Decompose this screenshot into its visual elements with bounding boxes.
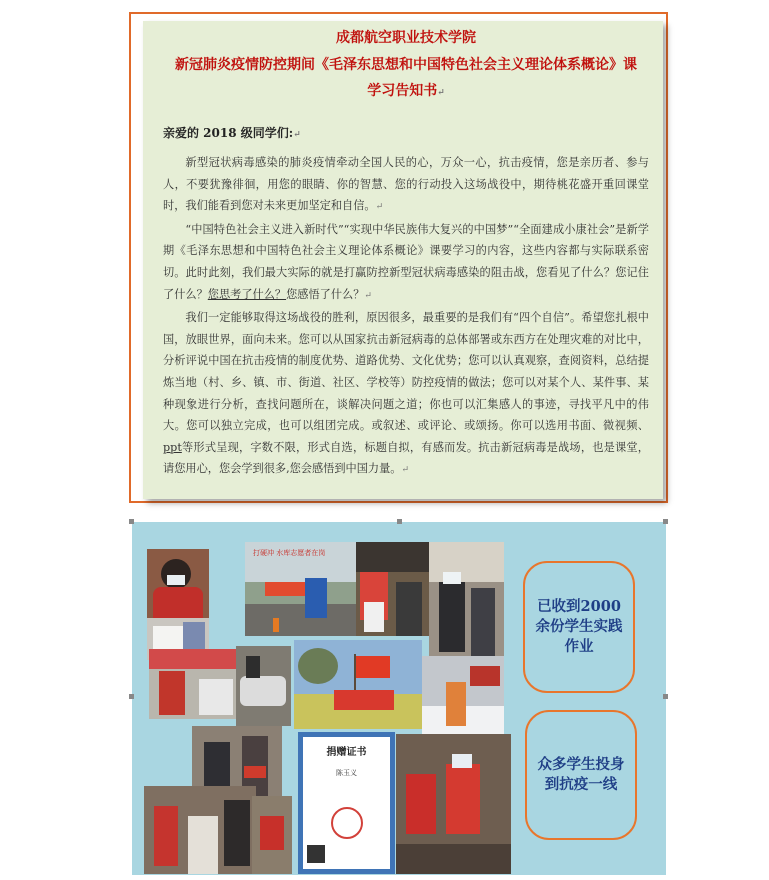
photo-red-box bbox=[252, 796, 292, 874]
return-mark: ↵ bbox=[401, 465, 410, 476]
homework-count-bubble bbox=[523, 561, 635, 693]
resize-handle[interactable] bbox=[129, 519, 134, 524]
return-mark: ↵ bbox=[364, 290, 372, 301]
notice-title-line2: 学习告知书 bbox=[367, 83, 438, 99]
resize-handle[interactable] bbox=[663, 694, 668, 699]
photo-community-staff bbox=[429, 542, 504, 667]
greeting bbox=[163, 124, 649, 144]
photo-tent-checkpoint bbox=[149, 649, 239, 719]
return-mark: ↵ bbox=[437, 88, 445, 98]
photo-car-checkpoint bbox=[236, 646, 291, 726]
paragraph-2-end: 您感悟了什么？ bbox=[286, 287, 365, 301]
poster-panel[interactable] bbox=[132, 522, 666, 875]
school-name: 成都航空职业技术学院 bbox=[336, 30, 476, 46]
greeting-text: 亲爱的 2018 级同学们: bbox=[163, 126, 294, 140]
homework-count-text: 已收到2000余份学生实践作业 bbox=[535, 598, 623, 655]
resize-handle[interactable] bbox=[129, 694, 134, 699]
paragraph-1 bbox=[163, 152, 649, 219]
paragraph-2-underlined: 您思考了什么？ bbox=[207, 287, 287, 301]
paragraph-3 bbox=[163, 307, 649, 482]
paragraph-1-text: 新型冠状病毒感染的肺炎疫情牵动全国人民的心，万众一心，抗击疫情，您是亲历者、参与人，不要犹豫徘徊，用您的眼睛、你的智慧、您的行动投入这场战役中，期待桃花盛开重回课堂时，我们能看到您对未来更加坚定和自信。 bbox=[163, 156, 649, 213]
certificate-title: 捐赠证书 bbox=[326, 747, 367, 758]
banner-text: 打硬冲 水库志愿者在岗 bbox=[253, 549, 326, 557]
photo-collage bbox=[144, 538, 506, 874]
paragraph-3-end: 等形式呈现，字数不限，形式自选，标题自拟，有感而发。抗击新冠病毒是战场，也是课堂，请您用心，您会学到很多,您会感悟到中国力量。 bbox=[163, 440, 649, 476]
photo-checkpoint-road bbox=[245, 542, 356, 636]
return-mark: ↵ bbox=[375, 202, 384, 213]
photo-residents-group bbox=[144, 786, 256, 874]
photo-red-vest-volunteers bbox=[396, 734, 511, 874]
paragraph-3-text: 我们一定能够取得这场战役的胜利，原因很多，最重要的是我们有“四个自信”。希望您扎根中国，放眼世界，面向未来。您可以从国家抗击新冠病毒的总体部署或东西方在处理灾难的对比中，分析评说中国在抗击疫情的制度优势、道路优势、文化优势；您可以认真观察，查阅资料，总结提炼当地（村、乡、镇、市、街道、社区、学校等）防控疫情的做法；您可以对某个人、某件事、某种现象进行分析，查找问题所在，谈解决问题之道；你也可以汇集感人的事迹，寻找平凡中的伟大。您可以独立完成，也可以组团完成。或叙述、或评论、或颂扬。你可以选用书面、微视频、 bbox=[163, 311, 649, 433]
photo-flag-team bbox=[294, 640, 422, 729]
paragraph-2 bbox=[163, 219, 649, 307]
notice-title-line1: 新冠肺炎疫情防控期间《毛泽东思想和中国特色社会主义理论体系概论》课 bbox=[175, 57, 637, 73]
photo-shop-volunteers bbox=[356, 542, 429, 636]
notice-paper bbox=[143, 21, 663, 499]
donation-certificate bbox=[298, 732, 395, 874]
return-mark: ↵ bbox=[293, 130, 301, 140]
notice-title bbox=[163, 52, 649, 106]
resize-handle[interactable] bbox=[397, 519, 402, 524]
frontline-students-bubble bbox=[525, 710, 637, 840]
frontline-students-text: 众多学生投身到抗疫一线 bbox=[537, 756, 625, 793]
photo-snow-guard bbox=[422, 656, 504, 742]
paragraph-3-ppt: ppt bbox=[163, 440, 182, 454]
certificate-name: 陈玉义 bbox=[336, 769, 357, 777]
certificate-seal bbox=[331, 807, 363, 839]
qr-code bbox=[307, 845, 325, 863]
paragraph-2-text: “中国特色社会主义进入新时代”“实现中华民族伟大复兴的中国梦”“全面建成小康社会”是新学期《毛泽东思想和中国特色社会主义理论体系概论》课要学习的内容，这些内容都与实际联系密切。此时此刻，我们最大实际的就是打赢防控新型冠状病毒感染的阻击战，您看见了什么？您记住了什么？ bbox=[163, 222, 649, 301]
resize-handle[interactable] bbox=[663, 519, 668, 524]
notice-frame bbox=[129, 12, 668, 503]
